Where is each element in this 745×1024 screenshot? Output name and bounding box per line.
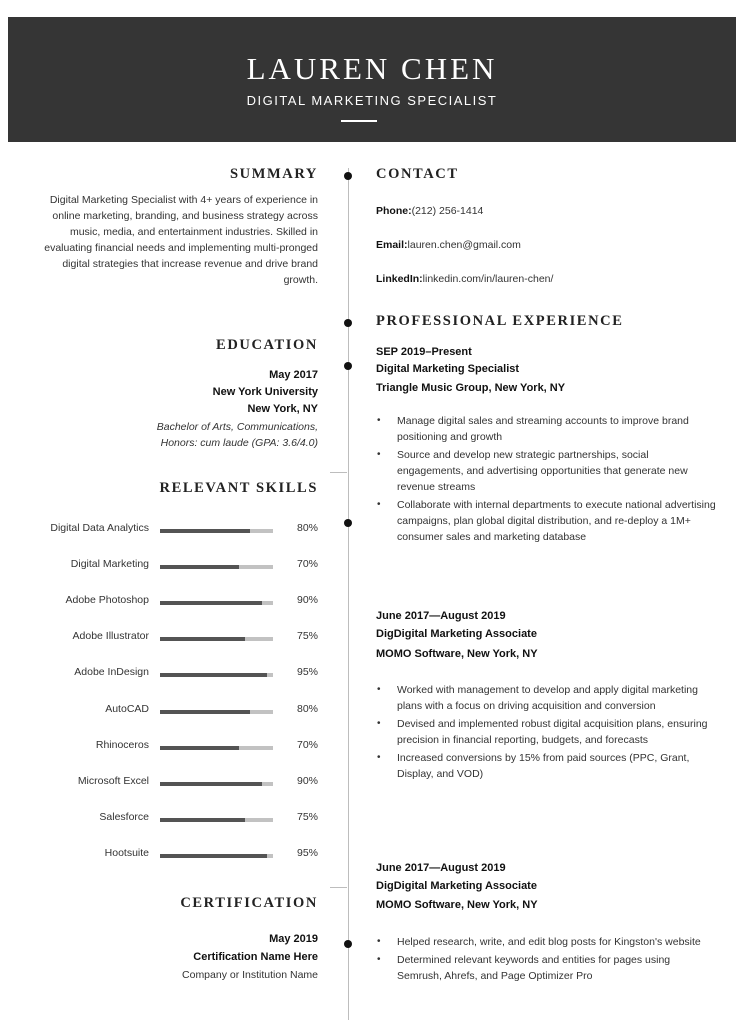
skills-heading: RELEVANT SKILLS: [159, 480, 318, 496]
education-honors: Honors: cum laude (GPA: 3.6/4.0): [160, 437, 318, 449]
linkedin-label: LinkedIn:: [376, 273, 423, 285]
header-rule: [341, 120, 377, 122]
job-company: MOMO Software, New York, NY: [376, 648, 538, 660]
skill-percent: 75%: [296, 810, 318, 823]
skill-percent: 95%: [296, 846, 318, 859]
education-date: May 2017: [269, 369, 318, 381]
job-dates: June 2017—August 2019: [376, 862, 506, 874]
section-rule: [330, 472, 347, 473]
skill-percent: 70%: [296, 558, 318, 571]
contact-linkedin: [376, 273, 553, 285]
skill-bar-fill: [160, 746, 239, 750]
job-bullets: [376, 413, 716, 547]
summary-text: Digital Marketing Specialist with 4+ years of experience in online marketing, branding, and business strategy across music, media, and entertainment industries. Skilled in evaluating financial needs and implementing multi-pronged digital strategies that increase revenue and drive brand growth.: [44, 194, 318, 286]
skill-label: Salesforce: [99, 810, 149, 823]
phone-label: Phone:: [376, 205, 412, 217]
skill-bar-fill: [160, 565, 239, 569]
skill-percent: 80%: [296, 522, 318, 534]
email-value: lauren.chen@gmail.com: [407, 239, 521, 251]
skill-label: Adobe Photoshop: [65, 594, 149, 607]
skill-percent: 80%: [296, 702, 318, 715]
job-title: DigDigital Marketing Associate: [376, 628, 537, 640]
skill-bar-fill: [160, 673, 267, 677]
list-item: • Collaborate with internal departments to execute national advertising campaigns, plan global digital distribution, and re-deploy a 1M+ consumer sales and marketing database: [376, 497, 716, 545]
job-dates: SEP 2019–Present: [376, 346, 472, 358]
skill-bar: [160, 854, 273, 858]
education-school: New York University: [212, 386, 318, 398]
skill-bar-fill: [160, 854, 267, 858]
skill-bar: [160, 529, 273, 533]
certification-name: Certification Name Here: [193, 951, 318, 963]
timeline-dot: [344, 319, 352, 327]
timeline-dot: [344, 940, 352, 948]
skill-label: Rhinoceros: [95, 738, 149, 751]
list-item: • Manage digital sales and streaming accounts to improve brand positioning and growth: [376, 413, 716, 445]
skill-percent: 90%: [296, 594, 318, 607]
skill-percent: 70%: [296, 738, 318, 751]
skill-label: AutoCAD: [105, 702, 149, 715]
linkedin-value: linkedin.com/in/lauren-chen/: [422, 273, 554, 285]
skill-label: Adobe InDesign: [74, 666, 149, 679]
job-company: Triangle Music Group, New York, NY: [376, 382, 566, 394]
contact-phone: [376, 205, 483, 217]
resume-header: [8, 17, 736, 142]
skill-bar-fill: [160, 782, 262, 786]
candidate-title: DIGITAL MARKETING SPECIALIST: [246, 93, 498, 108]
skill-bar: [160, 710, 273, 714]
experience-heading: PROFESSIONAL EXPERIENCE: [376, 313, 624, 329]
education-degree: Bachelor of Arts, Communications,: [156, 421, 318, 433]
skill-bar: [160, 565, 273, 569]
summary-heading: SUMMARY: [229, 166, 318, 182]
skill-percent: 90%: [296, 774, 318, 787]
skill-bar-fill: [160, 529, 250, 533]
skill-bar: [160, 818, 273, 822]
skill-label: Digital Data Analytics: [50, 522, 149, 534]
skill-label: Hootsuite: [104, 846, 149, 859]
timeline-dot: [344, 519, 352, 527]
skill-bar: [160, 673, 273, 677]
job-dates: June 2017—August 2019: [376, 610, 506, 622]
job-bullets: [376, 934, 716, 986]
contact-email: [376, 239, 521, 251]
list-item: • Source and develop new strategic partnerships, social engagements, and advertising opportunities that generate new revenue streams: [376, 447, 716, 495]
skill-bar: [160, 601, 273, 605]
list-item: • Devised and implemented robust digital acquisition plans, ensuring precision in financial reporting, budgets, and forecasts: [376, 716, 716, 748]
timeline-dot: [344, 172, 352, 180]
email-label: Email:: [376, 239, 408, 251]
contact-heading: CONTACT: [376, 166, 459, 182]
job-company: MOMO Software, New York, NY: [376, 899, 538, 911]
skill-bar-fill: [160, 710, 250, 714]
certification-heading: CERTIFICATION: [180, 895, 318, 911]
job-title: DigDigital Marketing Associate: [376, 880, 537, 892]
list-item: • Helped research, write, and edit blog posts for Kingston's website: [376, 934, 716, 950]
list-item: • Determined relevant keywords and entities for pages using Semrush, Ahrefs, and Page Optimizer Pro: [376, 952, 716, 984]
skill-percent: 75%: [296, 630, 318, 643]
skill-bar: [160, 782, 273, 786]
section-rule: [330, 887, 347, 888]
skill-bar-fill: [160, 601, 262, 605]
skill-bar: [160, 637, 273, 641]
phone-value: (212) 256-1414: [411, 205, 484, 217]
list-item: • Increased conversions by 15% from paid sources (PPC, Grant, Display, and VOD): [376, 750, 716, 782]
job-bullets: [376, 682, 716, 784]
skill-bar-fill: [160, 637, 245, 641]
skill-label: Microsoft Excel: [77, 774, 149, 787]
skill-label: Digital Marketing: [70, 558, 149, 571]
education-heading: EDUCATION: [216, 337, 318, 353]
education-location: New York, NY: [247, 403, 318, 415]
skill-label: Adobe Illustrator: [72, 630, 149, 643]
timeline-dot: [344, 362, 352, 370]
list-item: • Worked with management to develop and apply digital marketing plans with a focus on driving acquisition and conversion: [376, 682, 716, 714]
certification-institution: Company or Institution Name: [182, 969, 318, 981]
skill-bar: [160, 746, 273, 750]
job-title: Digital Marketing Specialist: [376, 363, 520, 375]
candidate-name: LAUREN CHEN: [246, 51, 498, 86]
timeline-divider: [348, 168, 349, 1020]
skill-bar-fill: [160, 818, 245, 822]
skill-percent: 95%: [296, 666, 318, 679]
certification-date: May 2019: [269, 933, 318, 945]
